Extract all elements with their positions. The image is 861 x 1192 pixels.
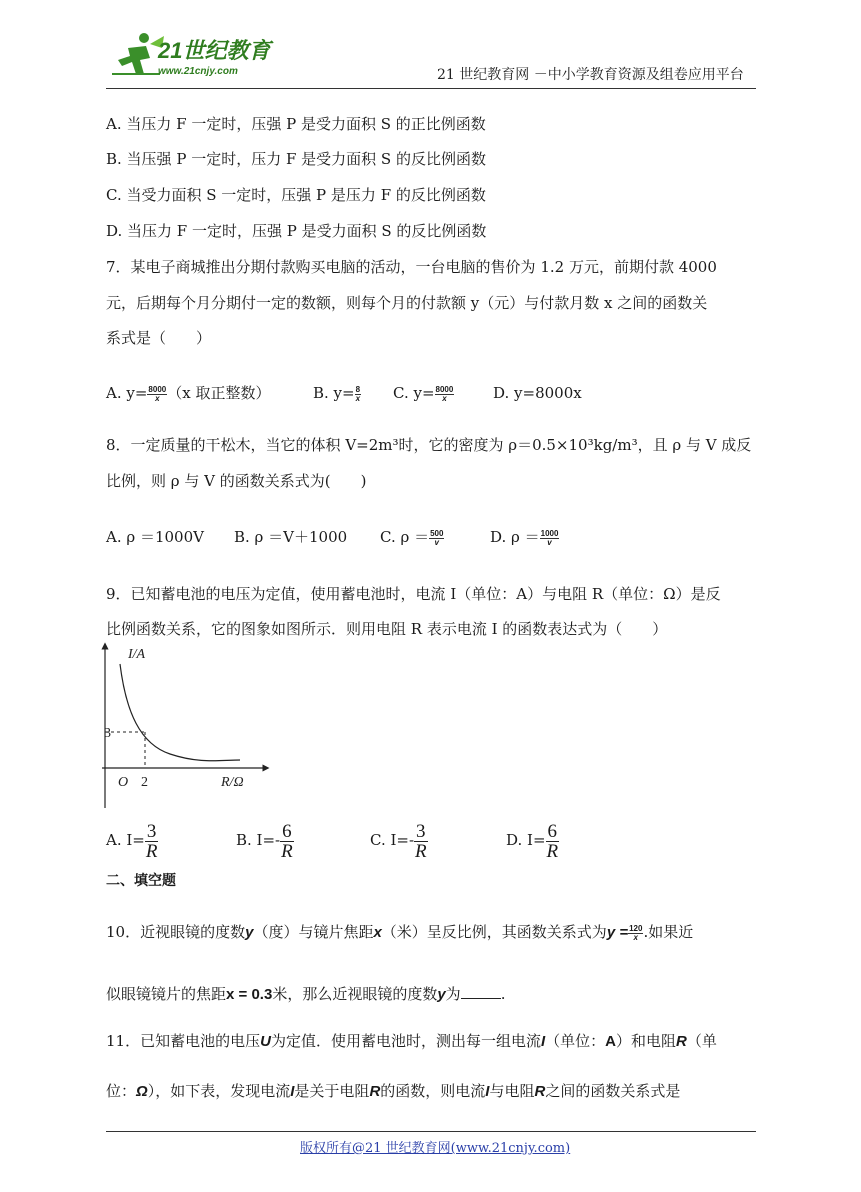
q10-line-1: 10．近视眼镜的度数y（度）与镜片焦距x（米）呈反比例，其函数关系式为y = $\frac{120}{x}$ .如果近 xyxy=(106,923,694,942)
q9-option-c-fraction: $\frac{3}{R}$ xyxy=(414,820,427,862)
q8-option-d: D. ρ ＝ $\frac{1000}{v}$ xyxy=(490,528,559,547)
q7-line-2: 元，后期每个月分期付一定的数额，则每个月的付款额 y（元）与付款月数 x 之间的函数关 xyxy=(106,294,708,312)
q9-inverse-proportion-graph xyxy=(100,642,270,812)
footer-copyright-link[interactable]: 版权所有@21 世纪教育网(www.21cnjy.com) xyxy=(300,1141,571,1156)
q9-option-d: D. I= $\frac{6}{R}$ xyxy=(506,820,559,862)
x-tick-label: 2 xyxy=(141,775,148,790)
hyperbola-curve xyxy=(120,664,240,761)
logo-url-text: www.21cnjy.com xyxy=(158,66,238,77)
q8-option-c-fraction: $\frac{500}{v}$ xyxy=(430,528,444,547)
q9-option-a: A. I= $\frac{3}{R}$ xyxy=(106,820,158,862)
q6-option-a: A. 当压力 F 一定时，压强 P 是受力面积 S 的正比例函数 xyxy=(106,115,486,133)
q11-line-1: 11．已知蓄电池的电压U为定值．使用蓄电池时，测出每一组电流I（单位：A）和电阻R（单 xyxy=(106,1032,717,1050)
q8-option-b: B. ρ ＝V＋1000 xyxy=(234,528,348,546)
q8-option-a: A. ρ ＝1000V xyxy=(106,528,204,546)
q8-line-1: 8．一定质量的干松木，当它的体积 V=2m³时，它的密度为 ρ＝0.5×10³kg/m³，且 ρ 与 V 成反 xyxy=(106,436,752,454)
y-axis-label: I/A xyxy=(128,647,146,662)
q6-option-c: C. 当受力面积 S 一定时，压强 P 是压力 F 的反比例函数 xyxy=(106,186,486,204)
x-axis-label: R/Ω xyxy=(221,775,244,790)
q7-option-c: C. y= $\frac{8000}{x}$ xyxy=(393,384,454,403)
q7-option-a-fraction: $\frac{8000}{x}$ xyxy=(148,384,167,403)
q9-line-2: 比例函数关系，它的图象如图所示．则用电阻 R 表示电流 I 的函数表达式为（ ） xyxy=(106,620,668,638)
q7-option-b: B. y= $\frac{8}{x}$ xyxy=(313,384,361,403)
q9-option-b-fraction: $\frac{6}{R}$ xyxy=(281,820,293,862)
q9-option-d-fraction: $\frac{6}{R}$ xyxy=(546,820,559,862)
logo-main-text: 21世纪教育 xyxy=(158,38,271,63)
q7-option-b-fraction: $\frac{8}{x}$ xyxy=(355,384,361,403)
q9-option-a-fraction: $\frac{3}{R}$ xyxy=(145,820,158,862)
q6-option-d: D. 当压力 F 一定时，压强 P 是受力面积 S 的反比例函数 xyxy=(106,222,487,240)
q8-option-c: C. ρ ＝ $\frac{500}{v}$ xyxy=(380,528,444,547)
site-name: 21 世纪教育网 －中小学教育资源及组卷应用平台 xyxy=(437,67,744,83)
q9-line-1: 9．已知蓄电池的电压为定值，使用蓄电池时，电流 I（单位：A）与电阻 R（单位：Ω）是反 xyxy=(106,585,721,603)
section-heading-fill-in: 二、填空题 xyxy=(106,873,176,889)
header-rule xyxy=(106,88,756,89)
footer-rule xyxy=(106,1131,756,1132)
origin-label: O xyxy=(118,775,129,790)
q7-option-d: D. y=8000x xyxy=(493,384,582,402)
y-tick-label: 3 xyxy=(104,726,111,741)
q7-line-3: 系式是（ ） xyxy=(106,329,212,347)
q8-line-2: 比例，则 ρ 与 V 的函数关系式为( ) xyxy=(106,472,367,490)
q10-line-2: 似眼镜镜片的焦距x = 0.3米，那么近视眼镜的度数y为 . xyxy=(106,985,506,1003)
q7-option-c-fraction: $\frac{8000}{x}$ xyxy=(435,384,454,403)
answer-blank[interactable] xyxy=(461,984,501,999)
runner-logo-icon xyxy=(106,30,166,80)
q6-option-b: B. 当压强 P 一定时，压力 F 是受力面积 S 的反比例函数 xyxy=(106,150,486,168)
q9-option-b: B. I=- $\frac{6}{R}$ xyxy=(236,820,293,862)
q9-option-c: C. I=- $\frac{3}{R}$ xyxy=(370,820,427,862)
q7-line-1: 7．某电子商城推出分期付款购买电脑的活动，一台电脑的售价为 1.2 万元，前期付款 4000 xyxy=(106,258,717,276)
q8-option-d-fraction: $\frac{1000}{v}$ xyxy=(540,528,559,547)
q11-line-2: 位：Ω），如下表，发现电流I是关于电阻R的函数，则电流I与电阻R之间的函数关系式是 xyxy=(106,1082,681,1100)
site-logo xyxy=(106,28,286,84)
q10-formula-fraction: $\frac{120}{x}$ xyxy=(629,923,643,942)
q7-option-a: A. y= $\frac{8000}{x}$ （x 取正整数） xyxy=(106,384,271,403)
